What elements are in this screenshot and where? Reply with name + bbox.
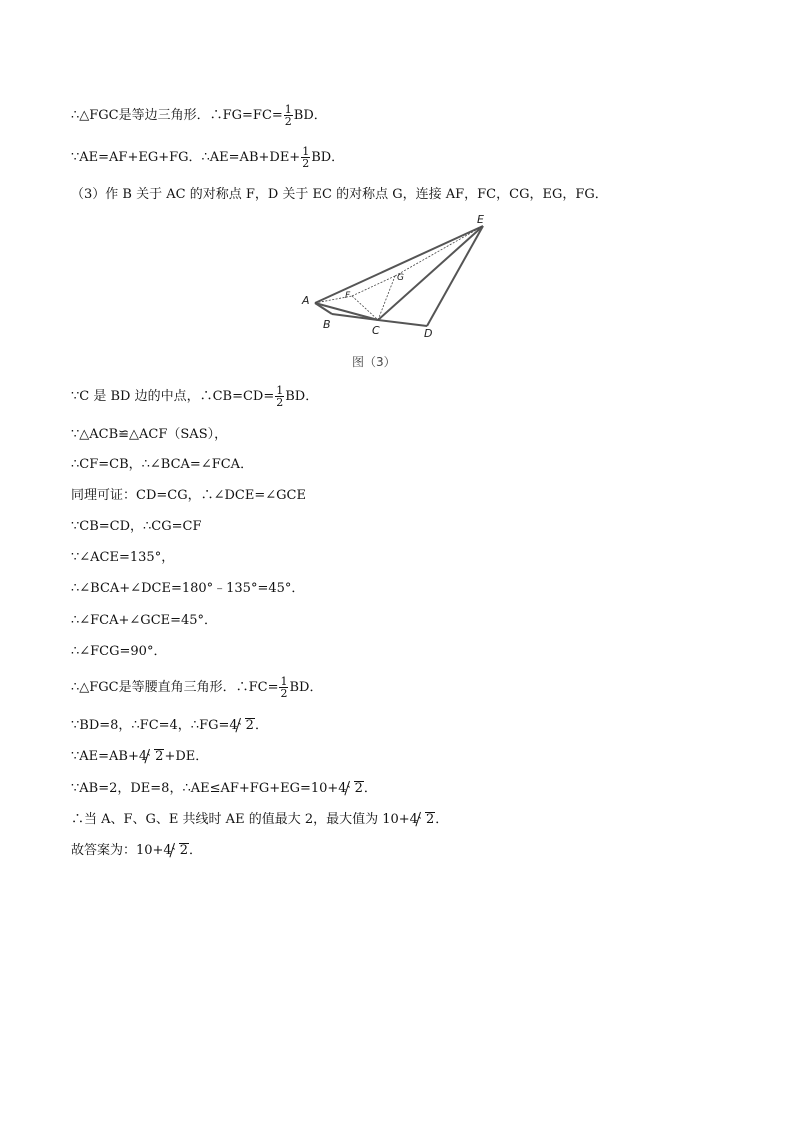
segment-CD [378, 320, 427, 326]
label-G: G [397, 273, 404, 283]
text-line-17: ∴当 A、F、G、E 共线时 AE 的值最大 2，最大值为 10+4 2． [71, 812, 449, 827]
square-root: 2 [155, 749, 164, 764]
text-line-5: ∵△ACB≌△ACF（SAS）， [71, 427, 228, 442]
figure-caption: 图（3） [352, 355, 396, 369]
text-line-6: ∴CF=CB，∴∠BCA=∠FCA． [71, 457, 254, 472]
segment-CE [378, 226, 483, 320]
segment-DE [427, 226, 483, 326]
label-E: E [477, 213, 484, 226]
segment-AE [315, 226, 483, 303]
label-B: B [323, 318, 331, 331]
fraction: $\frac{1}{2}$ [276, 384, 284, 409]
label-C: C [372, 324, 380, 337]
fraction: $\frac{1}{2}$ [280, 675, 288, 700]
text-line-8: ∵CB=CD，∴CG=CF [71, 519, 202, 534]
text-line-3: （3）作 B 关于 AC 的对称点 F，D 关于 EC 的对称点 G，连接 AF，FC，CG，EG，FG． [71, 187, 608, 202]
text-line-10: ∴∠BCA+∠DCE=180°﹣135°=45°． [71, 581, 305, 596]
label-F: F [345, 291, 351, 301]
text-line-18: 故答案为：10+4 2． [71, 843, 203, 858]
square-root: 2 [245, 718, 254, 733]
label-D: D [424, 327, 433, 340]
text-line-4: ∵C 是 BD 边的中点，∴CB=CD= $\frac{1}{2}$ BD． [71, 384, 319, 409]
text-line-1: ∴△FGC是等边三角形．∴FG=FC= $\frac{1}{2}$ BD． [71, 103, 327, 128]
label-A: A [302, 294, 310, 307]
square-root: 2 [354, 781, 363, 796]
text-line-14: ∵BD=8，∴FC=4，∴FG=4 2． [71, 718, 268, 733]
text-line-15: ∵AE=AB+4 2+DE． [71, 749, 209, 764]
square-root: 2 [425, 812, 435, 827]
text-line-12: ∴∠FCG=90°． [71, 644, 167, 659]
text-line-2: ∵AE=AF+EG+FG．∴AE=AB+DE+ $\frac{1}{2}$ BD． [71, 145, 345, 170]
geometry-figure [290, 208, 500, 378]
text-line-7: 同理可证：CD=CG，∴∠DCE=∠GCE [71, 488, 306, 503]
text-line-16: ∵AB=2，DE=8，∴AE≤AF+FG+EG=10+4 2． [71, 781, 377, 796]
fraction: $\frac{1}{2}$ [284, 103, 292, 128]
fraction: $\frac{1}{2}$ [302, 145, 310, 170]
text-line-13: ∴△FGC是等腰直角三角形．∴FC= $\frac{1}{2}$ BD． [71, 675, 323, 700]
text-line-9: ∵∠ACE=135°， [71, 550, 175, 565]
segment-BC [332, 314, 378, 320]
square-root: 2 [179, 843, 188, 858]
text-line-11: ∴∠FCA+∠GCE=45°． [71, 613, 218, 628]
